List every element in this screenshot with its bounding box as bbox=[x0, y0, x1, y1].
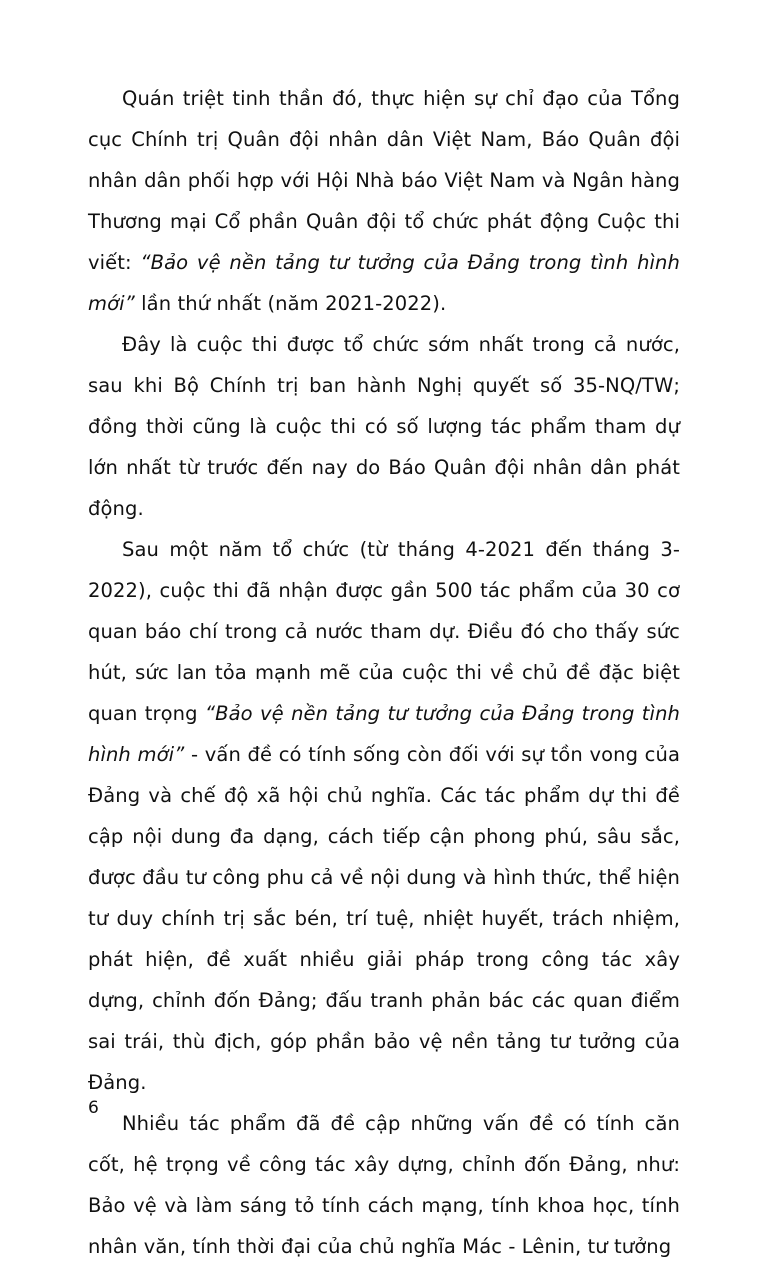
page-number: 6 bbox=[88, 1098, 99, 1118]
text-run: Nhiều tác phẩm đã đề cập những vấn đề có tính căn cốt, hệ trọng về công tác xây dựng, chỉnh đốn Đảng, như: Bảo vệ và làm sáng tỏ tính cách mạng, tính khoa học, tính nhân văn, tính thời đại của chủ nghĩa Mác - Lênin, tư tưởng bbox=[88, 1112, 680, 1258]
text-run: lần thứ nhất (năm 2021-2022). bbox=[134, 292, 447, 315]
paragraph-3 bbox=[88, 529, 680, 1103]
text-run: Quán triệt tinh thần đó, thực hiện sự chỉ đạo của Tổng cục Chính trị Quân đội nhân dân Việt Nam, Báo Quân đội nhân dân phối hợp với Hội Nhà báo Việt Nam và Ngân hàng Thương mại Cổ phần Quân đội tổ chức phát động Cuộc thi viết: bbox=[88, 87, 680, 274]
text-run: Sau một năm tổ chức (từ tháng 4-2021 đến tháng 3-2022), cuộc thi đã nhận được gần 500 tác phẩm của 30 cơ quan báo chí trong cả nước tham dự. Điều đó cho thấy sức hút, sức lan tỏa mạnh mẽ của cuộc thi về chủ đề đặc biệt quan trọng bbox=[88, 538, 680, 725]
text-run: - vấn đề có tính sống còn đối với sự tồn vong của Đảng và chế độ xã hội chủ nghĩa. Các tác phẩm dự thi đề cập nội dung đa dạng, cách tiếp cận phong phú, sâu sắc, được đầu tư công phu cả về nội dung và hình thức, thể hiện tư duy chính trị sắc bén, trí tuệ, nhiệt huyết, trách nhiệm, phát hiện, đề xuất nhiều giải pháp trong công tác xây dựng, chỉnh đốn Đảng; đấu tranh phản bác các quan điểm sai trái, thù địch, góp phần bảo vệ nền tảng tư tưởng của Đảng. bbox=[88, 743, 680, 1094]
paragraph-2 bbox=[88, 324, 680, 529]
text-run-italic: “Bảo vệ nền tảng tư tưởng của Đảng trong tình hình mới” bbox=[88, 702, 680, 766]
paragraph-1 bbox=[88, 78, 680, 324]
text-run: Đây là cuộc thi được tổ chức sớm nhất trong cả nước, sau khi Bộ Chính trị ban hành Nghị quyết số 35-NQ/TW; đồng thời cũng là cuộc thi có số lượng tác phẩm tham dự lớn nhất từ trước đến nay do Báo Quân đội nhân dân phát động. bbox=[88, 333, 680, 520]
page-body bbox=[88, 78, 680, 1267]
text-run-italic: “Bảo vệ nền tảng tư tưởng của Đảng trong tình hình mới” bbox=[88, 251, 680, 315]
paragraph-4 bbox=[88, 1103, 680, 1267]
